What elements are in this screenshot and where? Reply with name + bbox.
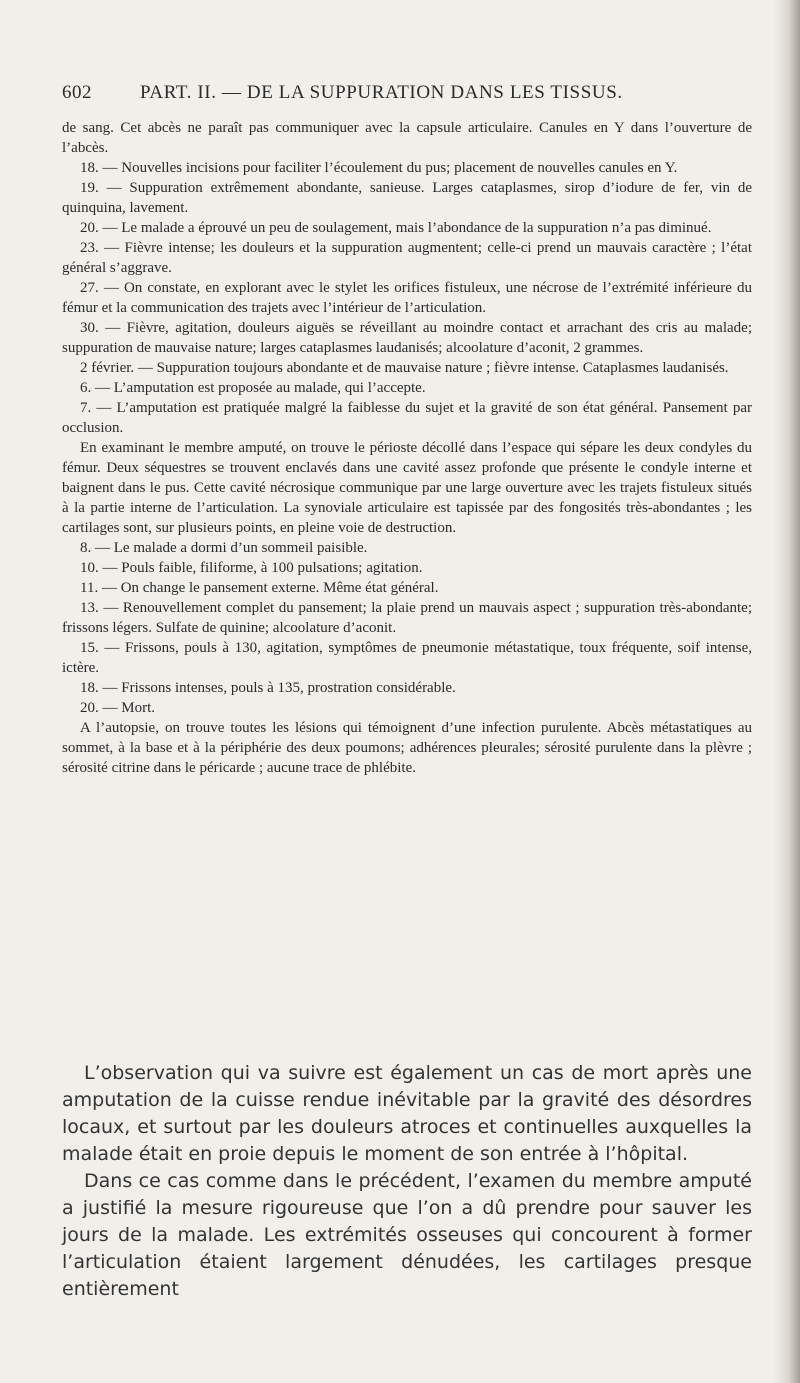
- paragraph: 8. — Le malade a dormi d’un sommeil paisible.: [80, 540, 368, 556]
- paragraph: 10. — Pouls faible, filiforme, à 100 pulsations; agitation.: [80, 560, 423, 576]
- paragraph: 23. — Fièvre intense; les douleurs et la suppuration augmentent; celle-ci prend un mauvais caractère ; l’état général s’aggrave.: [62, 240, 752, 276]
- paragraph: 18. — Frissons intenses, pouls à 135, prostration considérable.: [80, 680, 456, 696]
- paragraph: 15. — Frissons, pouls à 130, agitation, symptômes de pneumonie métastatique, toux fréquente, soif intense, ictère.: [62, 640, 752, 676]
- paragraph: 30. — Fièvre, agitation, douleurs aiguës se réveillant au moindre contact et arrachant des cris au malade; suppuration de mauvaise nature; larges cataplasmes laudanisés; alcoolature d’aconit, 2 grammes.: [62, 320, 752, 356]
- paragraph: En examinant le membre amputé, on trouve le périoste décollé dans l’espace qui sépare les deux condyles du fémur. Deux séquestres se trouvent enclavés dans une cavité assez profonde que présente le condyle interne et baignent dans le pus. Cette cavité nécrosique communique par une large ouverture avec les trajets fistuleux situés à la partie interne de l’articulation. La synoviale articulaire est tapissée par des fongosités très-abondantes ; les cartilages sont, sur plusieurs points, en pleine voie de destruction.: [62, 440, 752, 536]
- paragraph: 13. — Renouvellement complet du pansement; la plaie prend un mauvais aspect ; suppuration très-abondante; frissons légers. Sulfate de quinine; alcoolature d’aconit.: [62, 600, 752, 636]
- main-text: [62, 1060, 752, 1303]
- paragraph: L’observation qui va suivre est également un cas de mort après une amputation de la cuisse rendue inévitable par la gravité des désordres locaux, et surtout par les douleurs atroces et continuelles auxquelles la malade était en proie depuis le moment de son entrée à l’hôpital.: [62, 1062, 752, 1165]
- paragraph: 19. — Suppuration extrêmement abondante, sanieuse. Larges cataplasmes, sirop d’iodure de fer, vin de quinquina, lavement.: [62, 180, 752, 216]
- paragraph: 7. — L’amputation est pratiquée malgré la faiblesse du sujet et la gravité de son état général. Pansement par occlusion.: [62, 400, 752, 436]
- paragraph: 11. — On change le pansement externe. Même état général.: [80, 580, 439, 596]
- paragraph: 20. — Le malade a éprouvé un peu de soulagement, mais l’abondance de la suppuration n’a pas diminué.: [80, 220, 712, 236]
- running-title: PART. II. — DE LA SUPPURATION DANS LES TISSUS.: [140, 82, 623, 103]
- paragraph: 6. — L’amputation est proposée au malade, qui l’accepte.: [80, 380, 426, 396]
- page-edge-shadow: [774, 0, 800, 1383]
- paragraph: 18. — Nouvelles incisions pour faciliter l’écoulement du pus; placement de nouvelles canules en Y.: [80, 160, 678, 176]
- paragraph: 2 février. — Suppuration toujours abondante et de mauvaise nature ; fièvre intense. Cataplasmes laudanisés.: [80, 360, 729, 376]
- paragraph: Dans ce cas comme dans le précédent, l’examen du membre amputé a justifié la mesure rigoureuse que l’on a dû prendre pour sauver les jours de la malade. Les extrémités osseuses qui concourent à former l’articulation étaient largement dénudées, les cartilages presque entièrement: [62, 1170, 752, 1300]
- paragraph: 27. — On constate, en explorant avec le stylet les orifices fistuleux, une nécrose de l’extrémité inférieure du fémur et la communication des trajets avec l’intérieur de l’articulation.: [62, 280, 752, 316]
- paragraph: 20. — Mort.: [80, 700, 155, 716]
- page-header: [62, 82, 762, 108]
- case-notes: [62, 118, 752, 778]
- page-number: 602: [62, 82, 92, 103]
- paragraph: de sang. Cet abcès ne paraît pas communiquer avec la capsule articulaire. Canules en Y dans l’ouverture de l’abcès.: [62, 120, 752, 156]
- paragraph: A l’autopsie, on trouve toutes les lésions qui témoignent d’une infection purulente. Abcès métastatiques au sommet, à la base et à la périphérie des deux poumons; adhérences pleurales; sérosité purulente dans la plèvre ; sérosité citrine dans le péricarde ; aucune trace de phlébite.: [62, 720, 752, 776]
